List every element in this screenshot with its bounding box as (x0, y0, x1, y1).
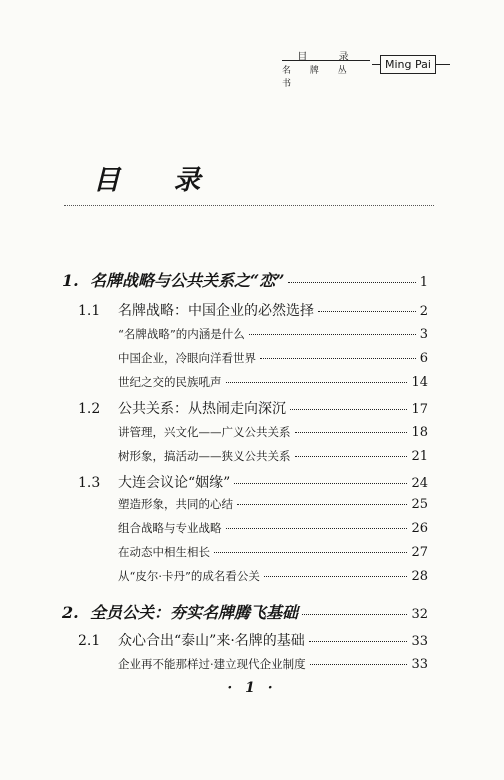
toc-entry-page: 18 (411, 425, 428, 440)
toc-entry-page: 26 (411, 521, 428, 536)
toc-entry-label: 众心合出“泰山”来·名牌的基础 (118, 633, 305, 649)
toc-entry-page: 24 (411, 476, 428, 491)
dot-leader (290, 409, 407, 410)
toc-entry-label: “名牌战略”的内涵是什么 (118, 327, 245, 341)
running-header-title: 目 录 (297, 52, 363, 63)
dot-leader (226, 382, 408, 383)
toc-entry-page: 14 (411, 375, 428, 390)
title-divider (64, 205, 434, 206)
toc-entry-page: 25 (411, 497, 428, 512)
toc-entry-page: 17 (411, 402, 428, 417)
toc-entry (118, 326, 428, 342)
toc-entry (78, 472, 428, 492)
toc-entry (118, 544, 428, 560)
toc-entry-label: 从“皮尔·卡丹”的成名看公关 (118, 569, 260, 583)
toc-entry-number: 2.1 (78, 633, 101, 649)
dot-leader (295, 432, 408, 433)
toc-entry-label: 名牌战略：中国企业的必然选择 (118, 303, 314, 319)
dot-leader (318, 311, 416, 312)
toc-entry-number: 1.1 (78, 303, 101, 319)
toc-entry-label: 公共关系：从热闹走向深沉 (118, 401, 286, 417)
dot-leader (288, 282, 415, 283)
toc-entry (78, 398, 428, 418)
toc-entry-label: 在动态中相生相长 (118, 545, 210, 559)
toc-entry-label: 全员公关：夯实名牌腾飞基础 (90, 603, 299, 622)
toc-entry-number: 1.3 (78, 475, 101, 491)
toc-entry-page: 1 (419, 275, 428, 290)
toc-entry (62, 600, 428, 623)
toc-entry (118, 496, 428, 512)
dot-leader (249, 334, 416, 335)
running-header-rule (282, 60, 370, 61)
toc-entry (78, 630, 428, 650)
dot-leader (302, 614, 407, 615)
toc-entry-page: 28 (411, 569, 428, 584)
toc-entry-label: 企业再不能那样过·建立现代企业制度 (118, 657, 306, 671)
toc-entry-page: 2 (419, 304, 428, 319)
toc-entry-page: 33 (411, 657, 428, 672)
toc-entry-number: 1.2 (78, 401, 101, 417)
dot-leader (226, 528, 408, 529)
toc-entry (118, 520, 428, 536)
dot-leader (295, 456, 408, 457)
toc-entry-page: 32 (411, 607, 428, 622)
toc-entry-page: 33 (411, 634, 428, 649)
toc-entry-page: 21 (411, 449, 428, 464)
toc-entry-label: 名牌战略与公共关系之“恋” (90, 271, 285, 290)
dot-leader (234, 483, 407, 484)
page-title: 目 录 (93, 165, 223, 196)
toc-entry-number: 1. (62, 271, 79, 290)
dot-leader (310, 664, 408, 665)
toc-entry-label: 树形象，搞活动——狭义公共关系 (118, 449, 291, 463)
dot-leader (214, 552, 407, 553)
toc-entry (118, 374, 428, 390)
toc-entry (118, 424, 428, 440)
toc-entry-number: 2. (62, 603, 79, 622)
toc-entry-label: 组合战略与专业战略 (118, 521, 222, 535)
toc-entry-label: 塑造形象，共同的心结 (118, 497, 233, 511)
toc-entry-label: 中国企业，冷眼向洋看世界 (118, 351, 256, 365)
toc-entry-label: 讲管理，兴文化——广义公共关系 (118, 425, 291, 439)
toc-entry (62, 268, 428, 291)
running-header-series: 名 牌 丛 书 (282, 66, 355, 89)
toc-entry (118, 656, 428, 672)
toc-entry-page: 3 (419, 327, 428, 342)
toc-entry (78, 300, 428, 320)
dot-leader (260, 358, 416, 359)
dot-leader (237, 504, 407, 505)
toc-entry-page: 6 (419, 351, 428, 366)
toc-entry-page: 27 (411, 545, 428, 560)
toc-entry-label: 大连会议论“姻缘” (118, 475, 231, 491)
toc-entry (118, 568, 428, 584)
toc-entry-label: 世纪之交的民族吼声 (118, 375, 222, 389)
page-number: · 1 · (227, 680, 277, 696)
series-logo: Ming Pai (380, 55, 436, 74)
toc-entry (118, 448, 428, 464)
toc-entry (118, 350, 428, 366)
dot-leader (309, 641, 408, 642)
dot-leader (264, 576, 408, 577)
